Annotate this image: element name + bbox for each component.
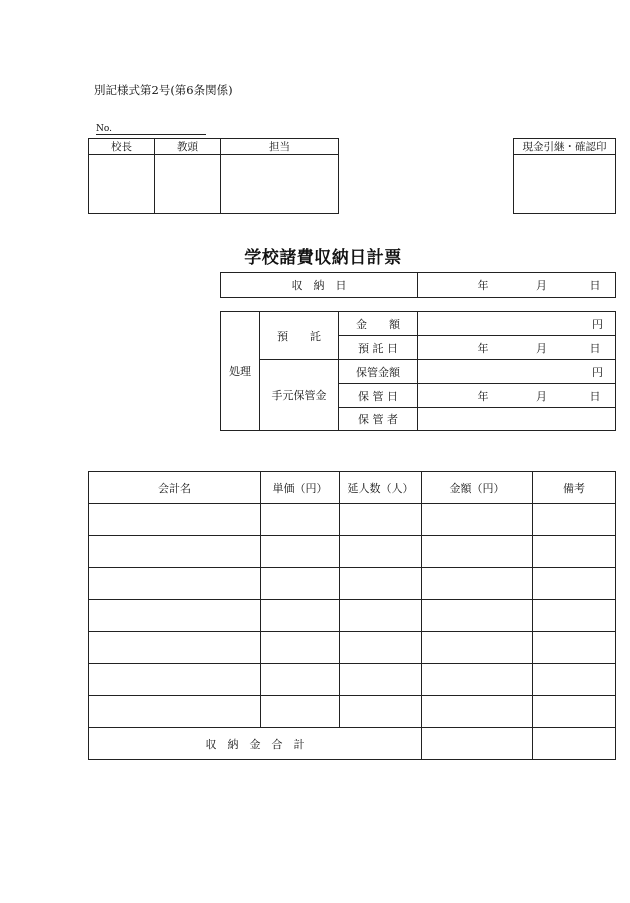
amount-cell[interactable] <box>422 536 533 568</box>
account-cell[interactable] <box>89 504 261 536</box>
headcount-cell[interactable] <box>340 568 422 600</box>
table-row <box>89 664 616 696</box>
processing-label: 処理 <box>221 312 260 431</box>
table-row <box>89 696 616 728</box>
ledger-header-headcount: 延人数（人） <box>340 472 422 504</box>
total-label: 収 納 金 合 計 <box>89 728 422 760</box>
unit-price-cell[interactable] <box>261 696 340 728</box>
remarks-cell[interactable] <box>533 568 616 600</box>
amount-cell[interactable] <box>422 632 533 664</box>
ledger-header-amount: 金額（円） <box>422 472 533 504</box>
page-title: 学校諸費収納日計票 <box>244 248 402 268</box>
custody-date-field[interactable] <box>418 384 616 408</box>
custody-amount-label: 保管金額 <box>339 360 418 384</box>
ledger-header-unit-price: 単価（円） <box>261 472 340 504</box>
deposit-amount-label: 金 額 <box>339 312 418 336</box>
deposit-label: 預 託 <box>260 312 339 360</box>
custody-amount-unit: 円 <box>592 365 603 379</box>
total-remarks-cell[interactable] <box>533 728 616 760</box>
form-reference: 別記様式第2号(第6条関係) <box>94 83 233 97</box>
ledger-header-remarks: 備考 <box>533 472 616 504</box>
remarks-cell[interactable] <box>533 696 616 728</box>
total-row <box>89 728 616 760</box>
headcount-cell[interactable] <box>340 600 422 632</box>
remarks-cell[interactable] <box>533 504 616 536</box>
approval-stamp-table <box>88 138 339 214</box>
unit-price-cell[interactable] <box>261 504 340 536</box>
vice-principal-stamp-box[interactable] <box>155 155 221 214</box>
document-number-field <box>96 124 206 135</box>
year-label: 年 <box>477 341 489 355</box>
remarks-cell[interactable] <box>533 664 616 696</box>
unit-price-cell[interactable] <box>261 600 340 632</box>
ledger-header-account: 会計名 <box>89 472 261 504</box>
amount-cell[interactable] <box>422 600 533 632</box>
day-label: 日 <box>589 389 601 403</box>
day-label: 日 <box>589 341 601 355</box>
staff-header: 担当 <box>221 139 339 155</box>
account-cell[interactable] <box>89 632 261 664</box>
table-row <box>89 536 616 568</box>
account-cell[interactable] <box>89 664 261 696</box>
headcount-cell[interactable] <box>340 632 422 664</box>
deposit-amount-unit: 円 <box>592 317 603 331</box>
cash-transfer-stamp-header: 現金引継・確認印 <box>514 139 616 155</box>
table-row <box>89 504 616 536</box>
remarks-cell[interactable] <box>533 632 616 664</box>
month-label: 月 <box>536 341 547 355</box>
deposit-date-label: 預 託 日 <box>339 336 418 360</box>
remarks-cell[interactable] <box>533 600 616 632</box>
receipt-date-label: 収 納 日 <box>221 273 418 298</box>
table-row <box>89 600 616 632</box>
deposit-date-field[interactable] <box>418 336 616 360</box>
custody-amount-field[interactable] <box>418 360 616 384</box>
staff-stamp-box[interactable] <box>221 155 339 214</box>
account-cell[interactable] <box>89 568 261 600</box>
remarks-cell[interactable] <box>533 536 616 568</box>
account-cell[interactable] <box>89 600 261 632</box>
vice-principal-header: 教頭 <box>155 139 221 155</box>
receipt-date-value[interactable] <box>418 273 616 298</box>
principal-header: 校長 <box>89 139 155 155</box>
account-cell[interactable] <box>89 696 261 728</box>
day-label: 日 <box>589 279 601 292</box>
headcount-cell[interactable] <box>340 696 422 728</box>
receipt-date-table <box>220 272 616 298</box>
month-label: 月 <box>536 389 547 403</box>
processing-table <box>220 311 616 431</box>
headcount-cell[interactable] <box>340 536 422 568</box>
principal-stamp-box[interactable] <box>89 155 155 214</box>
headcount-cell[interactable] <box>340 664 422 696</box>
cash-on-hand-label: 手元保管金 <box>260 360 339 431</box>
cash-transfer-stamp-box[interactable] <box>514 155 616 214</box>
amount-cell[interactable] <box>422 664 533 696</box>
account-cell[interactable] <box>89 536 261 568</box>
total-amount-cell[interactable] <box>422 728 533 760</box>
unit-price-cell[interactable] <box>261 664 340 696</box>
amount-cell[interactable] <box>422 696 533 728</box>
year-label: 年 <box>477 279 489 292</box>
custody-date-label: 保 管 日 <box>339 384 418 408</box>
unit-price-cell[interactable] <box>261 632 340 664</box>
year-label: 年 <box>477 389 489 403</box>
table-row <box>89 632 616 664</box>
table-row <box>89 568 616 600</box>
deposit-amount-field[interactable] <box>418 312 616 336</box>
custodian-label: 保 管 者 <box>339 408 418 431</box>
custodian-field[interactable] <box>418 408 616 431</box>
unit-price-cell[interactable] <box>261 536 340 568</box>
amount-cell[interactable] <box>422 504 533 536</box>
headcount-cell[interactable] <box>340 504 422 536</box>
month-label: 月 <box>536 279 547 292</box>
ledger-table <box>88 471 616 760</box>
cash-transfer-stamp-table <box>513 138 616 214</box>
unit-price-cell[interactable] <box>261 568 340 600</box>
amount-cell[interactable] <box>422 568 533 600</box>
document-number-label: No. <box>96 124 112 134</box>
